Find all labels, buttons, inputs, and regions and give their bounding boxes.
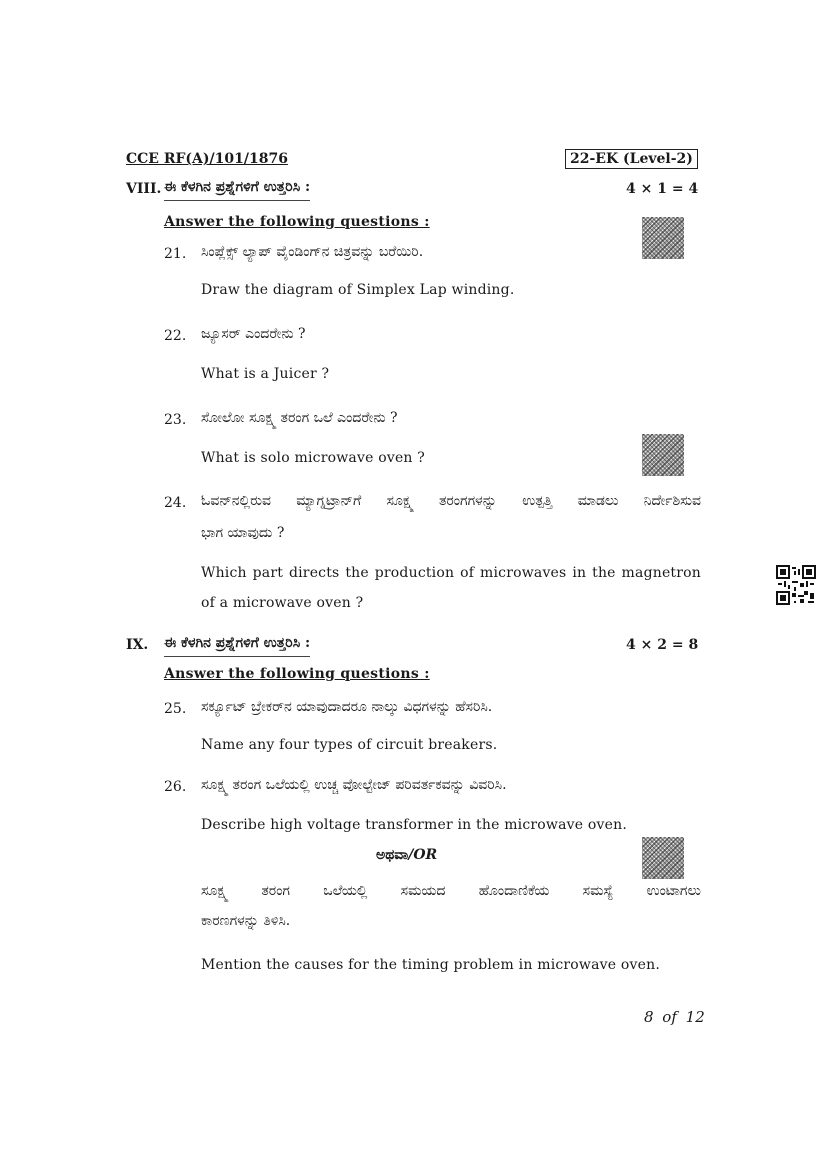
section-title-ix: ಈ ಕೆಳಗಿನ ಪ್ರಶ್ನೆಗಳಿಗೆ ಉತ್ತರಿಸಿ : — [164, 635, 310, 657]
or-separator — [376, 847, 437, 863]
section-title-viii: ಈ ಕೆಳಗಿನ ಪ್ರಶ್ನೆಗಳಿಗೆ ಉತ್ತರಿಸಿ : — [164, 179, 310, 201]
security-pattern-icon — [642, 434, 684, 476]
or-english: /OR — [408, 847, 438, 863]
section-marks-viii: 4 × 1 = 4 — [626, 181, 699, 197]
qr-code-icon — [776, 565, 816, 605]
question-english: Describe high voltage transformer in the microwave oven. — [201, 817, 627, 833]
paper-code: CCE RF(A)/101/1876 — [126, 151, 288, 167]
alternative-question-english: Mention the causes for the timing problem in microwave oven. — [201, 957, 660, 973]
question-kannada: ಜ್ಯೂಸರ್ ಎಂದರೇನು ? — [201, 326, 306, 342]
question-kannada: ಸಿಂಪ್ಲೆಕ್ಸ್ ಲ್ಯಾಪ್ ವೈಂಡಿಂಗ್‌ನ ಚಿತ್ರವನ್ನು ಬರೆಯಿರಿ. — [201, 244, 424, 260]
question-english: What is a Juicer ? — [201, 366, 330, 382]
question-kannada-continued: ಭಾಗ ಯಾವುದು ? — [201, 525, 285, 541]
question-english-continued: of a microwave oven ? — [201, 595, 364, 611]
question-number: 22. — [164, 328, 187, 344]
question-english: Name any four types of circuit breakers. — [201, 737, 498, 753]
section-marks-ix: 4 × 2 = 8 — [626, 637, 699, 653]
question-kannada: ಸರ್ಕ್ಯೂಟ್ ಬ್ರೇಕರ್‌ನ ಯಾವುದಾದರೂ ನಾಲ್ಕು ವಿಧಗಳನ್ನು ಹೆಸರಿಸಿ. — [201, 699, 493, 715]
question-kannada: ಓವನ್‌ನಲ್ಲಿರುವ ಮ್ಯಾಗ್ನಟ್ರಾನ್‌ಗೆ ಸೂಕ್ಷ್ಮ ತರಂಗಗಳನ್ನು ಉತ್ಪತ್ತಿ ಮಾಡಲು ನಿರ್ದೇಶಿಸುವ — [201, 493, 701, 509]
question-number: 21. — [164, 246, 187, 262]
question-number: 23. — [164, 412, 187, 428]
or-kannada: ಅಥವಾ — [376, 847, 409, 863]
question-kannada: ಸೋಲೋ ಸೂಕ್ಷ್ಮ ತರಂಗ ಒಲೆ ಎಂದರೇನು ? — [201, 410, 398, 426]
alternative-question-kannada-continued: ಕಾರಣಗಳನ್ನು ತಿಳಿಸಿ. — [201, 913, 291, 929]
question-english: Which part directs the production of microwaves in the magnetron — [201, 565, 701, 581]
subheading-viii: Answer the following questions : — [164, 214, 430, 230]
question-english: Draw the diagram of Simplex Lap winding. — [201, 282, 515, 298]
question-number: 24. — [164, 495, 187, 511]
level-box: 22-EK (Level-2) — [565, 149, 698, 169]
alternative-question-kannada: ಸೂಕ್ಷ್ಮ ತರಂಗ ಒಲೆಯಲ್ಲಿ ಸಮಯದ ಹೊಂದಾಣಿಕೆಯ ಸಮಸ್ಯೆ ಉಂಟಾಗಲು — [201, 883, 701, 899]
subheading-ix: Answer the following questions : — [164, 666, 430, 682]
section-number-viii: VIII. — [126, 181, 162, 197]
question-english: What is solo microwave oven ? — [201, 450, 425, 466]
section-number-ix: IX. — [126, 637, 149, 653]
security-pattern-icon — [642, 217, 684, 259]
security-pattern-icon — [642, 837, 684, 879]
question-number: 25. — [164, 701, 187, 717]
question-number: 26. — [164, 779, 187, 795]
page-number: 8 of 12 — [644, 1008, 705, 1026]
question-kannada: ಸೂಕ್ಷ್ಮ ತರಂಗ ಒಲೆಯಲ್ಲಿ ಉಚ್ಚ ವೋಲ್ಟೇಜ್ ಪರಿವರ್ತಕವನ್ನು ವಿವರಿಸಿ. — [201, 777, 507, 793]
